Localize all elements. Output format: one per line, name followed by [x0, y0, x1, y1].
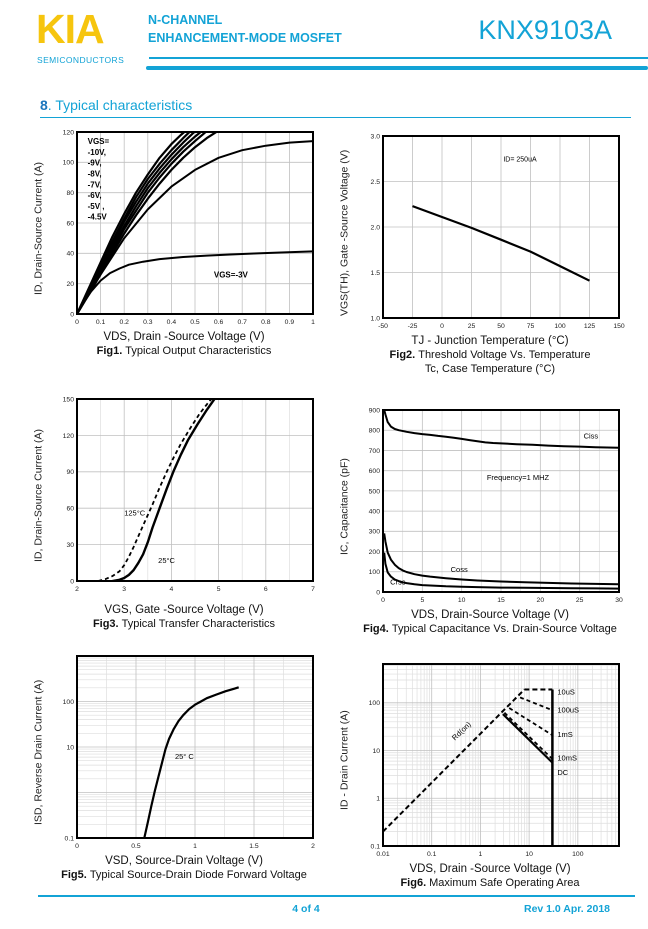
svg-text:100: 100 — [368, 700, 380, 708]
svg-text:150: 150 — [613, 323, 625, 330]
fig2-block — [336, 130, 631, 375]
revision-label: Rev 1.0 Apr. 2018 — [524, 903, 610, 915]
fig2-x-axis-label: TJ - Junction Temperature (°C) — [411, 335, 569, 347]
svg-text:1: 1 — [376, 795, 380, 803]
svg-text:30: 30 — [66, 542, 74, 549]
fig5-caption: Fig5. Typical Source-Drain Diode Forward Voltage — [61, 869, 307, 881]
svg-text:0: 0 — [381, 597, 385, 604]
fig1-caption: Fig1. Typical Output Characteristics — [96, 345, 272, 357]
svg-text:0.8: 0.8 — [261, 319, 271, 326]
svg-text:10uS: 10uS — [557, 687, 575, 697]
svg-text:120: 120 — [62, 129, 74, 137]
svg-text:700: 700 — [368, 447, 380, 455]
svg-text:1: 1 — [478, 851, 483, 858]
svg-text:10: 10 — [66, 744, 74, 752]
fig2-y-axis-label: VGS(TH), Gate -Source Voltage (V) — [338, 149, 351, 316]
product-title — [148, 12, 342, 47]
svg-text:60: 60 — [66, 505, 74, 513]
fig1-chart — [47, 126, 321, 331]
fig1-y-axis-label: ID, Drain-Source Current (A) — [32, 161, 45, 296]
svg-text:200: 200 — [368, 548, 380, 556]
svg-text:20: 20 — [536, 597, 545, 604]
fig5-block — [30, 650, 325, 881]
svg-text:0.1: 0.1 — [95, 319, 106, 326]
svg-text:125°C: 125°C — [124, 508, 146, 518]
svg-text:10mS: 10mS — [557, 753, 577, 763]
svg-text:150: 150 — [62, 396, 74, 404]
fig3-chart — [47, 393, 321, 598]
svg-text:1: 1 — [311, 319, 315, 326]
svg-text:DC: DC — [557, 767, 569, 777]
svg-text:500: 500 — [368, 488, 380, 496]
page-number: 4 of 4 — [292, 903, 320, 915]
svg-text:120: 120 — [62, 432, 74, 440]
fig2-chart — [353, 130, 627, 335]
svg-text:25: 25 — [575, 597, 584, 604]
svg-text:0: 0 — [440, 323, 444, 330]
svg-text:0: 0 — [75, 843, 79, 850]
fig6-x-axis-label: VDS, Drain -Source Voltage (V) — [409, 863, 571, 875]
svg-text:0: 0 — [70, 578, 74, 586]
svg-text:VGS=-3V: VGS=-3V — [213, 270, 248, 280]
svg-text:80: 80 — [66, 190, 74, 198]
svg-text:90: 90 — [66, 469, 74, 477]
svg-text:3: 3 — [122, 586, 127, 593]
svg-text:100: 100 — [62, 698, 74, 706]
svg-text:VGS=-10V,-9V,-8V,-7V,-6V,-5V ,: VGS= -10V, -9V, -8V, -7V, -6V, -5V , -4.5V — [87, 137, 110, 222]
svg-text:2: 2 — [311, 843, 315, 850]
fig5-x-axis-label: VSD, Source-Drain Voltage (V) — [105, 855, 263, 867]
svg-text:1: 1 — [193, 843, 197, 850]
product-line1: N-CHANNEL — [148, 13, 223, 27]
svg-text:30: 30 — [615, 597, 623, 604]
svg-text:0.1: 0.1 — [64, 835, 74, 843]
svg-text:0.4: 0.4 — [166, 319, 177, 326]
svg-text:400: 400 — [368, 508, 380, 516]
section-title: . Typical characteristics — [47, 97, 193, 113]
fig5-chart — [47, 650, 321, 855]
svg-text:1.0: 1.0 — [370, 315, 380, 323]
svg-text:100: 100 — [572, 851, 584, 858]
svg-text:4: 4 — [169, 586, 174, 593]
svg-text:600: 600 — [368, 468, 380, 476]
product-line2: ENHANCEMENT-MODE MOSFET — [148, 30, 342, 45]
svg-text:0: 0 — [75, 319, 79, 326]
svg-text:0.1: 0.1 — [370, 843, 380, 851]
svg-text:ID= 250uA: ID= 250uA — [503, 156, 537, 164]
fig5-y-axis-label: ISD, Reverse Drain Current (A) — [32, 679, 45, 826]
svg-text:300: 300 — [368, 528, 380, 536]
fig4-y-axis-label: IC, Capacitance (pF) — [338, 458, 351, 555]
fig4-caption: Fig4. Typical Capacitance Vs. Drain-Source Voltage — [363, 623, 617, 635]
svg-text:900: 900 — [368, 407, 380, 415]
svg-text:Coss: Coss — [450, 564, 468, 574]
svg-text:10: 10 — [372, 747, 380, 755]
part-number: KNX9103A — [478, 15, 612, 45]
section-heading — [40, 97, 192, 113]
svg-text:10: 10 — [525, 851, 533, 858]
svg-text:100: 100 — [554, 323, 566, 330]
svg-text:0.2: 0.2 — [119, 319, 129, 326]
svg-text:100: 100 — [368, 569, 380, 577]
svg-text:0: 0 — [70, 311, 74, 319]
svg-text:0.3: 0.3 — [143, 319, 153, 326]
fig6-block — [336, 658, 631, 889]
fig6-chart — [353, 658, 627, 863]
fig2-caption: Fig2. Threshold Voltage Vs. Temperature — [389, 349, 591, 361]
section-underline — [40, 117, 631, 118]
svg-text:100uS: 100uS — [557, 705, 580, 715]
svg-text:0.7: 0.7 — [237, 319, 247, 326]
svg-text:2.5: 2.5 — [370, 178, 380, 186]
svg-text:10: 10 — [457, 597, 466, 604]
footer-rule — [38, 895, 635, 897]
svg-text:Crss: Crss — [390, 577, 406, 587]
svg-text:60: 60 — [66, 220, 74, 228]
svg-text:0.9: 0.9 — [284, 319, 295, 326]
svg-text:7: 7 — [311, 586, 315, 593]
svg-text:-25: -25 — [407, 323, 418, 330]
svg-text:800: 800 — [368, 427, 380, 435]
svg-text:0.01: 0.01 — [376, 851, 390, 858]
logo-subtext: SEMICONDUCTORS — [37, 55, 125, 65]
fig3-block — [30, 393, 325, 630]
svg-text:2: 2 — [75, 586, 79, 593]
fig2-caption-line2: Tc, Case Temperature (°C) — [424, 363, 556, 375]
fig3-y-axis-label: ID, Drain-Source Current (A) — [32, 428, 45, 563]
svg-text:125: 125 — [583, 323, 596, 330]
fig1-x-axis-label: VDS, Drain -Source Voltage (V) — [103, 331, 265, 343]
header-rule-thick — [146, 66, 648, 70]
fig6-caption: Fig6. Maximum Safe Operating Area — [400, 877, 580, 889]
header-rule-thin — [149, 57, 648, 59]
fig4-chart — [353, 404, 627, 609]
svg-text:1.5: 1.5 — [370, 269, 380, 277]
svg-text:0.6: 0.6 — [213, 319, 224, 326]
svg-text:2.0: 2.0 — [370, 224, 380, 232]
svg-text:50: 50 — [497, 323, 505, 330]
svg-text:Rd(on): Rd(on) — [450, 719, 473, 743]
svg-text:75: 75 — [526, 323, 535, 330]
fig4-block — [336, 404, 631, 635]
svg-text:0.1: 0.1 — [426, 851, 437, 858]
svg-text:0.5: 0.5 — [131, 843, 141, 850]
svg-text:Ciss: Ciss — [583, 431, 599, 441]
svg-text:100: 100 — [62, 159, 74, 167]
svg-text:3.0: 3.0 — [370, 133, 380, 141]
fig6-y-axis-label: ID - Drain Current (A) — [338, 710, 351, 811]
svg-text:6: 6 — [263, 586, 268, 593]
svg-text:25° C: 25° C — [174, 751, 194, 761]
svg-text:1.5: 1.5 — [249, 843, 259, 850]
fig3-caption: Fig3. Typical Transfer Characteristics — [92, 618, 276, 630]
svg-text:25: 25 — [467, 323, 476, 330]
kia-logo: KIA — [36, 6, 104, 52]
svg-text:5: 5 — [216, 586, 221, 593]
fig3-x-axis-label: VGS, Gate -Source Voltage (V) — [104, 604, 264, 616]
svg-text:0: 0 — [376, 589, 380, 597]
svg-text:20: 20 — [66, 281, 74, 289]
section-number: 8 — [40, 97, 48, 113]
svg-text:5: 5 — [420, 597, 425, 604]
svg-text:-50: -50 — [378, 323, 388, 330]
svg-text:1mS: 1mS — [557, 730, 573, 740]
svg-text:15: 15 — [497, 597, 505, 604]
svg-text:40: 40 — [66, 250, 74, 258]
fig1-block — [30, 126, 325, 357]
svg-text:0.5: 0.5 — [190, 319, 200, 326]
svg-text:25°C: 25°C — [158, 555, 175, 565]
svg-text:Frequency=1 MHZ: Frequency=1 MHZ — [486, 472, 550, 482]
fig4-x-axis-label: VDS, Drain-Source Voltage (V) — [411, 609, 569, 621]
